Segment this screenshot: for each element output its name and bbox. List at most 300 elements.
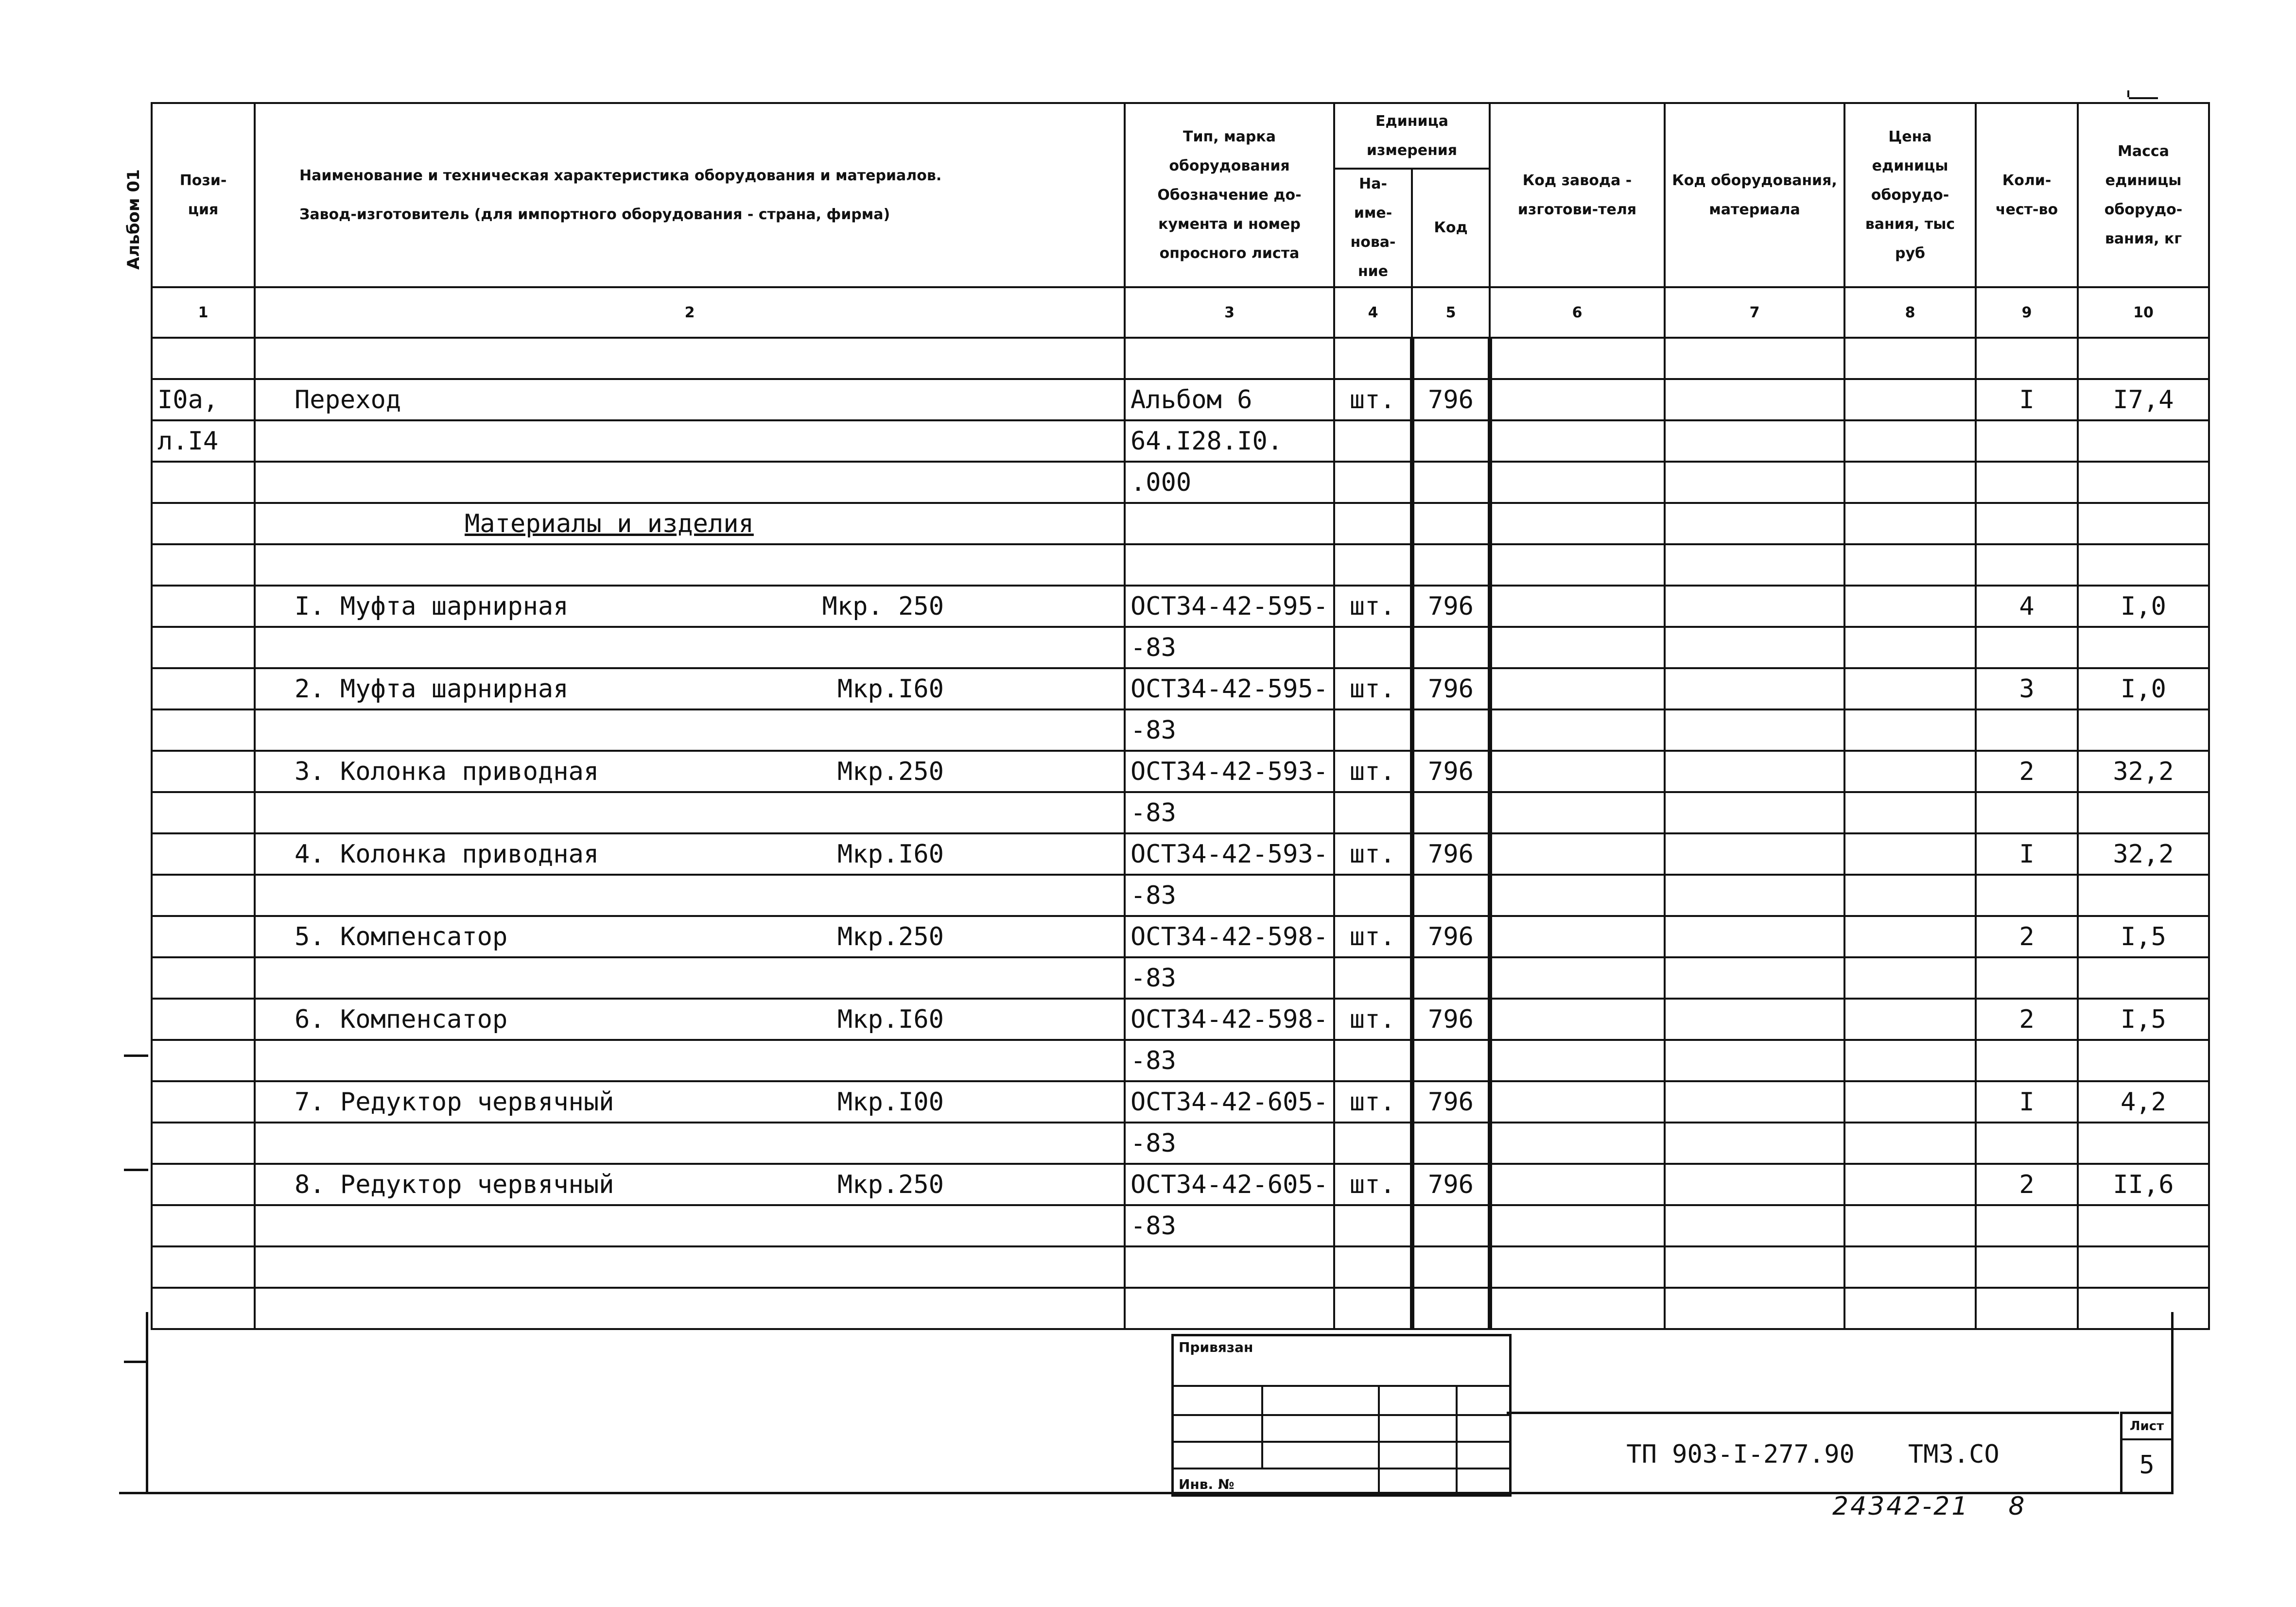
- cell-price: [1844, 875, 1976, 916]
- cell-plant-code: [1490, 792, 1665, 833]
- cell-unit-code: 796: [1412, 916, 1490, 957]
- cell-position: [152, 1246, 255, 1288]
- cell-equipment-code: [1665, 627, 1844, 668]
- cell-equipment-code: [1665, 709, 1844, 751]
- header-position: Пози- ция: [152, 103, 255, 287]
- cell-name: [255, 1205, 1125, 1246]
- cell-position: [152, 1164, 255, 1205]
- cell-equipment-code: [1665, 1205, 1844, 1246]
- cell-type-mark: Альбом 6: [1125, 379, 1334, 420]
- cell-unit-name: [1334, 957, 1412, 999]
- cell-equipment-code: [1665, 1040, 1844, 1081]
- cell-position: [152, 751, 255, 792]
- table-row: [152, 1081, 2209, 1123]
- cell-unit-name: [1334, 709, 1412, 751]
- cell-name: [255, 1123, 1125, 1164]
- cell-position: [152, 1081, 255, 1123]
- sheet-box: [2120, 1412, 2171, 1494]
- header-unit-name: На-име-нова-ние: [1334, 169, 1412, 287]
- cell-price: [1844, 1164, 1976, 1205]
- cell-type-mark: -83: [1125, 1123, 1334, 1164]
- cell-equipment-code: [1665, 668, 1844, 709]
- cell-quantity: [1976, 1246, 2078, 1288]
- table-row: [152, 833, 2209, 875]
- header-mass: Масса единицы оборудо-вания, кг: [2078, 103, 2209, 287]
- cell-name: [255, 338, 1125, 379]
- cell-position: [152, 916, 255, 957]
- table-row: [152, 462, 2209, 503]
- cell-plant-code: [1490, 544, 1665, 586]
- cell-equipment-code: [1665, 957, 1844, 999]
- cell-plant-code: [1490, 586, 1665, 627]
- cell-name: [255, 586, 1125, 627]
- item-size: Мкр.I60: [837, 839, 944, 869]
- sheet-number: 5: [2139, 1451, 2155, 1480]
- column-numbers-row: [152, 287, 2209, 338]
- header-type: Тип, марка оборудования Обозначение до-кумента и номер опросного листа: [1125, 103, 1334, 287]
- cell-unit-name: [1334, 875, 1412, 916]
- cell-unit-code: 796: [1412, 1081, 1490, 1123]
- cell-equipment-code: [1665, 1246, 1844, 1288]
- cell-equipment-code: [1665, 1081, 1844, 1123]
- cell-price: [1844, 999, 1976, 1040]
- cell-quantity: [1976, 1040, 2078, 1081]
- cell-unit-name: шт.: [1334, 1164, 1412, 1205]
- cell-position: [152, 338, 255, 379]
- header-price: Цена единицы оборудо-вания, тыс руб: [1844, 103, 1976, 287]
- cell-position: [152, 503, 255, 544]
- cell-type-mark: 64.I28.I0.: [1125, 420, 1334, 462]
- cell-position: [152, 709, 255, 751]
- cell-price: [1844, 1081, 1976, 1123]
- title-block: [1507, 1412, 2119, 1494]
- cell-unit-name: [1334, 627, 1412, 668]
- cell-unit-code: [1412, 627, 1490, 668]
- column-number: 4: [1334, 287, 1412, 338]
- column-number: 5: [1412, 287, 1490, 338]
- item-size: Мкр.I60: [837, 674, 944, 704]
- cell-plant-code: [1490, 1205, 1665, 1246]
- cell-unit-code: 796: [1412, 1164, 1490, 1205]
- cell-quantity: 3: [1976, 668, 2078, 709]
- cell-name: [255, 833, 1125, 875]
- header-unit: Единица измерения: [1334, 103, 1490, 169]
- cell-unit-code: [1412, 338, 1490, 379]
- cell-mass: I,0: [2078, 668, 2209, 709]
- cell-price: [1844, 1246, 1976, 1288]
- cell-mass: [2078, 462, 2209, 503]
- cell-type-mark: [1125, 544, 1334, 586]
- cell-price: [1844, 544, 1976, 586]
- cell-quantity: 2: [1976, 999, 2078, 1040]
- table-row: [152, 338, 2209, 379]
- cell-unit-name: шт.: [1334, 833, 1412, 875]
- cell-mass: [2078, 544, 2209, 586]
- table-row: [152, 999, 2209, 1040]
- cell-quantity: 2: [1976, 916, 2078, 957]
- cell-mass: 32,2: [2078, 833, 2209, 875]
- cell-plant-code: [1490, 420, 1665, 462]
- cell-name: [255, 916, 1125, 957]
- cell-unit-code: 796: [1412, 833, 1490, 875]
- item-name: 4. Колонка приводная: [295, 839, 599, 869]
- cell-name: [255, 668, 1125, 709]
- item-name: I. Муфта шарнирная: [295, 591, 569, 621]
- cell-unit-code: [1412, 1123, 1490, 1164]
- cell-position: [152, 1040, 255, 1081]
- handwritten-code: 24342-21: [1832, 1492, 1970, 1521]
- item-name: Переход: [295, 385, 401, 415]
- cell-unit-code: 796: [1412, 379, 1490, 420]
- cell-unit-name: [1334, 338, 1412, 379]
- header-equipment-code: Код оборудования, материала: [1665, 103, 1844, 287]
- cell-type-mark: ОСТ34-42-593-: [1125, 833, 1334, 875]
- cell-price: [1844, 709, 1976, 751]
- cell-unit-code: [1412, 957, 1490, 999]
- cell-unit-code: [1412, 420, 1490, 462]
- cell-unit-code: [1412, 792, 1490, 833]
- cell-mass: [2078, 1040, 2209, 1081]
- cell-equipment-code: [1665, 503, 1844, 544]
- header-quantity: Коли-чест-во: [1976, 103, 2078, 287]
- header-name-line1: Наименование и техническая характеристика оборудования и материалов.: [299, 167, 942, 184]
- cell-mass: I,5: [2078, 999, 2209, 1040]
- table-row: [152, 1123, 2209, 1164]
- cell-equipment-code: [1665, 833, 1844, 875]
- margin-tick: [124, 1361, 148, 1363]
- cell-mass: [2078, 627, 2209, 668]
- item-line: [261, 757, 1119, 786]
- cell-name: [255, 379, 1125, 420]
- corner-mark: [2129, 97, 2158, 99]
- cell-price: [1844, 627, 1976, 668]
- cell-plant-code: [1490, 1081, 1665, 1123]
- cell-unit-name: шт.: [1334, 999, 1412, 1040]
- cell-mass: I,5: [2078, 916, 2209, 957]
- table-row: [152, 792, 2209, 833]
- cell-equipment-code: [1665, 875, 1844, 916]
- cell-type-mark: -83: [1125, 875, 1334, 916]
- stamp-line: [1174, 1414, 1509, 1416]
- cell-quantity: 2: [1976, 751, 2078, 792]
- cell-name: [255, 999, 1125, 1040]
- handwritten-number: [1832, 1492, 2026, 1521]
- cell-unit-code: [1412, 503, 1490, 544]
- item-line: [261, 1170, 1119, 1199]
- cell-name: [255, 875, 1125, 916]
- item-size: Мкр.I60: [837, 1004, 944, 1034]
- item-name: 5. Компенсатор: [295, 922, 508, 951]
- cell-equipment-code: [1665, 338, 1844, 379]
- item-size: Мкр.250: [837, 922, 944, 951]
- cell-name: [255, 627, 1125, 668]
- cell-name: [255, 1040, 1125, 1081]
- header-name: [255, 103, 1125, 287]
- stamp-line: [1261, 1385, 1263, 1468]
- cell-plant-code: [1490, 338, 1665, 379]
- cell-price: [1844, 503, 1976, 544]
- item-size: Мкр.250: [837, 1170, 944, 1199]
- album-side-label: [124, 124, 153, 270]
- cell-plant-code: [1490, 916, 1665, 957]
- cell-mass: 4,2: [2078, 1081, 2209, 1123]
- cell-unit-name: шт.: [1334, 586, 1412, 627]
- specification-table: [151, 102, 2210, 1330]
- section-title: Материалы и изделия: [465, 509, 754, 538]
- cell-mass: [2078, 792, 2209, 833]
- cell-unit-code: 796: [1412, 668, 1490, 709]
- header-row: [152, 103, 2209, 169]
- cell-quantity: [1976, 544, 2078, 586]
- table-body: [152, 338, 2209, 1329]
- cell-plant-code: [1490, 1123, 1665, 1164]
- cell-type-mark: -83: [1125, 957, 1334, 999]
- cell-name: [255, 1164, 1125, 1205]
- cell-quantity: [1976, 1205, 2078, 1246]
- cell-price: [1844, 668, 1976, 709]
- item-line: [261, 922, 1119, 951]
- cell-plant-code: [1490, 751, 1665, 792]
- cell-equipment-code: [1665, 999, 1844, 1040]
- table-row: [152, 709, 2209, 751]
- cell-position: [152, 833, 255, 875]
- cell-mass: [2078, 503, 2209, 544]
- cell-plant-code: [1490, 709, 1665, 751]
- stamp-line: [1174, 1385, 1509, 1387]
- cell-price: [1844, 1123, 1976, 1164]
- item-name: 7. Редуктор червячный: [295, 1087, 614, 1117]
- cell-position: [152, 875, 255, 916]
- table-row: [152, 668, 2209, 709]
- column-number: 10: [2078, 287, 2209, 338]
- cell-quantity: [1976, 957, 2078, 999]
- item-line: [261, 385, 1119, 415]
- cell-quantity: I: [1976, 379, 2078, 420]
- table-row: [152, 544, 2209, 586]
- cell-plant-code: [1490, 833, 1665, 875]
- cell-quantity: [1976, 338, 2078, 379]
- cell-unit-name: [1334, 1123, 1412, 1164]
- cell-unit-name: [1334, 1040, 1412, 1081]
- table-row: [152, 916, 2209, 957]
- cell-mass: [2078, 709, 2209, 751]
- header-plant-code: Код завода - изготови-теля: [1490, 103, 1665, 287]
- cell-quantity: I: [1976, 833, 2078, 875]
- cell-unit-name: [1334, 792, 1412, 833]
- cell-name: [255, 503, 1125, 544]
- column-number: 8: [1844, 287, 1976, 338]
- table-row: [152, 379, 2209, 420]
- cell-plant-code: [1490, 462, 1665, 503]
- cell-equipment-code: [1665, 544, 1844, 586]
- cell-name: [255, 544, 1125, 586]
- cell-mass: [2078, 420, 2209, 462]
- cell-position: [152, 1205, 255, 1246]
- cell-unit-name: шт.: [1334, 916, 1412, 957]
- cell-type-mark: ОСТ34-42-595-: [1125, 668, 1334, 709]
- cell-price: [1844, 338, 1976, 379]
- cell-mass: [2078, 338, 2209, 379]
- item-line: [261, 1088, 1119, 1117]
- cell-position: [152, 668, 255, 709]
- stamp-line: [1174, 1441, 1509, 1443]
- cell-quantity: I: [1976, 1081, 2078, 1123]
- table-row: [152, 1040, 2209, 1081]
- item-line: [261, 840, 1119, 869]
- cell-unit-code: 796: [1412, 586, 1490, 627]
- cell-unit-code: [1412, 462, 1490, 503]
- cell-position: [152, 792, 255, 833]
- column-number: 7: [1665, 287, 1844, 338]
- header-name-line2: Завод-изготовитель (для импортного оборудования - страна, фирма): [299, 206, 890, 223]
- cell-position: [152, 1123, 255, 1164]
- cell-plant-code: [1490, 1164, 1665, 1205]
- header-unit-code: Код: [1412, 169, 1490, 287]
- cell-quantity: 2: [1976, 1164, 2078, 1205]
- cell-unit-name: [1334, 503, 1412, 544]
- margin-tick: [124, 1169, 148, 1171]
- cell-unit-name: шт.: [1334, 668, 1412, 709]
- cell-type-mark: ОСТ34-42-593-: [1125, 751, 1334, 792]
- cell-position: [152, 586, 255, 627]
- table-row: [152, 1164, 2209, 1205]
- cell-plant-code: [1490, 1246, 1665, 1288]
- cell-price: [1844, 1205, 1976, 1246]
- cell-type-mark: -83: [1125, 1040, 1334, 1081]
- table-row: [152, 627, 2209, 668]
- cell-equipment-code: [1665, 420, 1844, 462]
- cell-name: [255, 1246, 1125, 1288]
- column-number: 9: [1976, 287, 2078, 338]
- cell-quantity: [1976, 420, 2078, 462]
- cell-mass: [2078, 1123, 2209, 1164]
- cell-unit-name: [1334, 544, 1412, 586]
- cell-position: л.I4: [152, 420, 255, 462]
- cell-unit-code: [1412, 875, 1490, 916]
- cell-price: [1844, 957, 1976, 999]
- cell-type-mark: [1125, 1246, 1334, 1288]
- cell-type-mark: ОСТ34-42-595-: [1125, 586, 1334, 627]
- cell-unit-code: [1412, 709, 1490, 751]
- bottom-frame-line: [119, 1492, 1164, 1494]
- cell-unit-code: [1412, 1246, 1490, 1288]
- column-number: 3: [1125, 287, 1334, 338]
- table-row: [152, 420, 2209, 462]
- cell-price: [1844, 462, 1976, 503]
- cell-quantity: [1976, 709, 2078, 751]
- table-row: [152, 1246, 2209, 1288]
- cell-plant-code: [1490, 957, 1665, 999]
- column-number: 1: [152, 287, 255, 338]
- attachment-stamp: [1171, 1334, 1512, 1497]
- column-number: 6: [1490, 287, 1665, 338]
- cell-type-mark: ОСТ34-42-605-: [1125, 1081, 1334, 1123]
- cell-plant-code: [1490, 627, 1665, 668]
- cell-plant-code: [1490, 668, 1665, 709]
- cell-price: [1844, 792, 1976, 833]
- cell-type-mark: ОСТ34-42-598-: [1125, 999, 1334, 1040]
- cell-equipment-code: [1665, 1164, 1844, 1205]
- cell-name: [255, 751, 1125, 792]
- item-name: 3. Колонка приводная: [295, 757, 599, 786]
- item-line: [261, 1005, 1119, 1034]
- table-row: [152, 875, 2209, 916]
- cell-unit-code: [1412, 1040, 1490, 1081]
- cell-quantity: [1976, 462, 2078, 503]
- cell-name: [255, 420, 1125, 462]
- cell-quantity: [1976, 627, 2078, 668]
- cell-equipment-code: [1665, 1123, 1844, 1164]
- cell-equipment-code: [1665, 586, 1844, 627]
- item-size: Мкр. 250: [822, 591, 944, 621]
- cell-type-mark: -83: [1125, 1205, 1334, 1246]
- cell-position: I0a,: [152, 379, 255, 420]
- cell-position: [152, 627, 255, 668]
- cell-equipment-code: [1665, 462, 1844, 503]
- cell-price: [1844, 420, 1976, 462]
- document-code: ТП 903-I-277.90: [1626, 1439, 1855, 1469]
- cell-price: [1844, 379, 1976, 420]
- item-line: [261, 592, 1119, 621]
- cell-type-mark: ОСТ34-42-605-: [1125, 1164, 1334, 1205]
- cell-name: [255, 462, 1125, 503]
- cell-price: [1844, 1040, 1976, 1081]
- table-row: [152, 586, 2209, 627]
- cell-type-mark: -83: [1125, 709, 1334, 751]
- cell-quantity: [1976, 1123, 2078, 1164]
- cell-plant-code: [1490, 379, 1665, 420]
- item-name: 8. Редуктор червячный: [295, 1170, 614, 1199]
- cell-unit-name: шт.: [1334, 751, 1412, 792]
- cell-mass: [2078, 1246, 2209, 1288]
- item-line: [261, 674, 1119, 704]
- cell-unit-code: [1412, 1205, 1490, 1246]
- corner-mark: [2127, 90, 2129, 97]
- cell-position: [152, 957, 255, 999]
- table-row: [152, 503, 2209, 544]
- cell-price: [1844, 833, 1976, 875]
- cell-type-mark: [1125, 338, 1334, 379]
- cell-equipment-code: [1665, 379, 1844, 420]
- item-name: 6. Компенсатор: [295, 1004, 508, 1034]
- item-name: 2. Муфта шарнирная: [295, 674, 569, 704]
- album-side-text: Альбом 01: [124, 169, 143, 270]
- cell-unit-name: [1334, 1205, 1412, 1246]
- cell-type-mark: -83: [1125, 627, 1334, 668]
- table-row: [152, 1205, 2209, 1246]
- cell-unit-name: [1334, 1246, 1412, 1288]
- cell-equipment-code: [1665, 916, 1844, 957]
- cell-equipment-code: [1665, 792, 1844, 833]
- cell-plant-code: [1490, 999, 1665, 1040]
- cell-equipment-code: [1665, 751, 1844, 792]
- cell-mass: II,6: [2078, 1164, 2209, 1205]
- cell-quantity: [1976, 792, 2078, 833]
- cell-name: [255, 1081, 1125, 1123]
- cell-price: [1844, 751, 1976, 792]
- cell-name: [255, 709, 1125, 751]
- cell-position: [152, 999, 255, 1040]
- cell-plant-code: [1490, 875, 1665, 916]
- sheet-label: Лист: [2122, 1414, 2171, 1440]
- cell-mass: I,0: [2078, 586, 2209, 627]
- cell-type-mark: ОСТ34-42-598-: [1125, 916, 1334, 957]
- cell-mass: I7,4: [2078, 379, 2209, 420]
- cell-plant-code: [1490, 1040, 1665, 1081]
- cell-mass: 32,2: [2078, 751, 2209, 792]
- cell-unit-name: шт.: [1334, 379, 1412, 420]
- cell-name: [255, 792, 1125, 833]
